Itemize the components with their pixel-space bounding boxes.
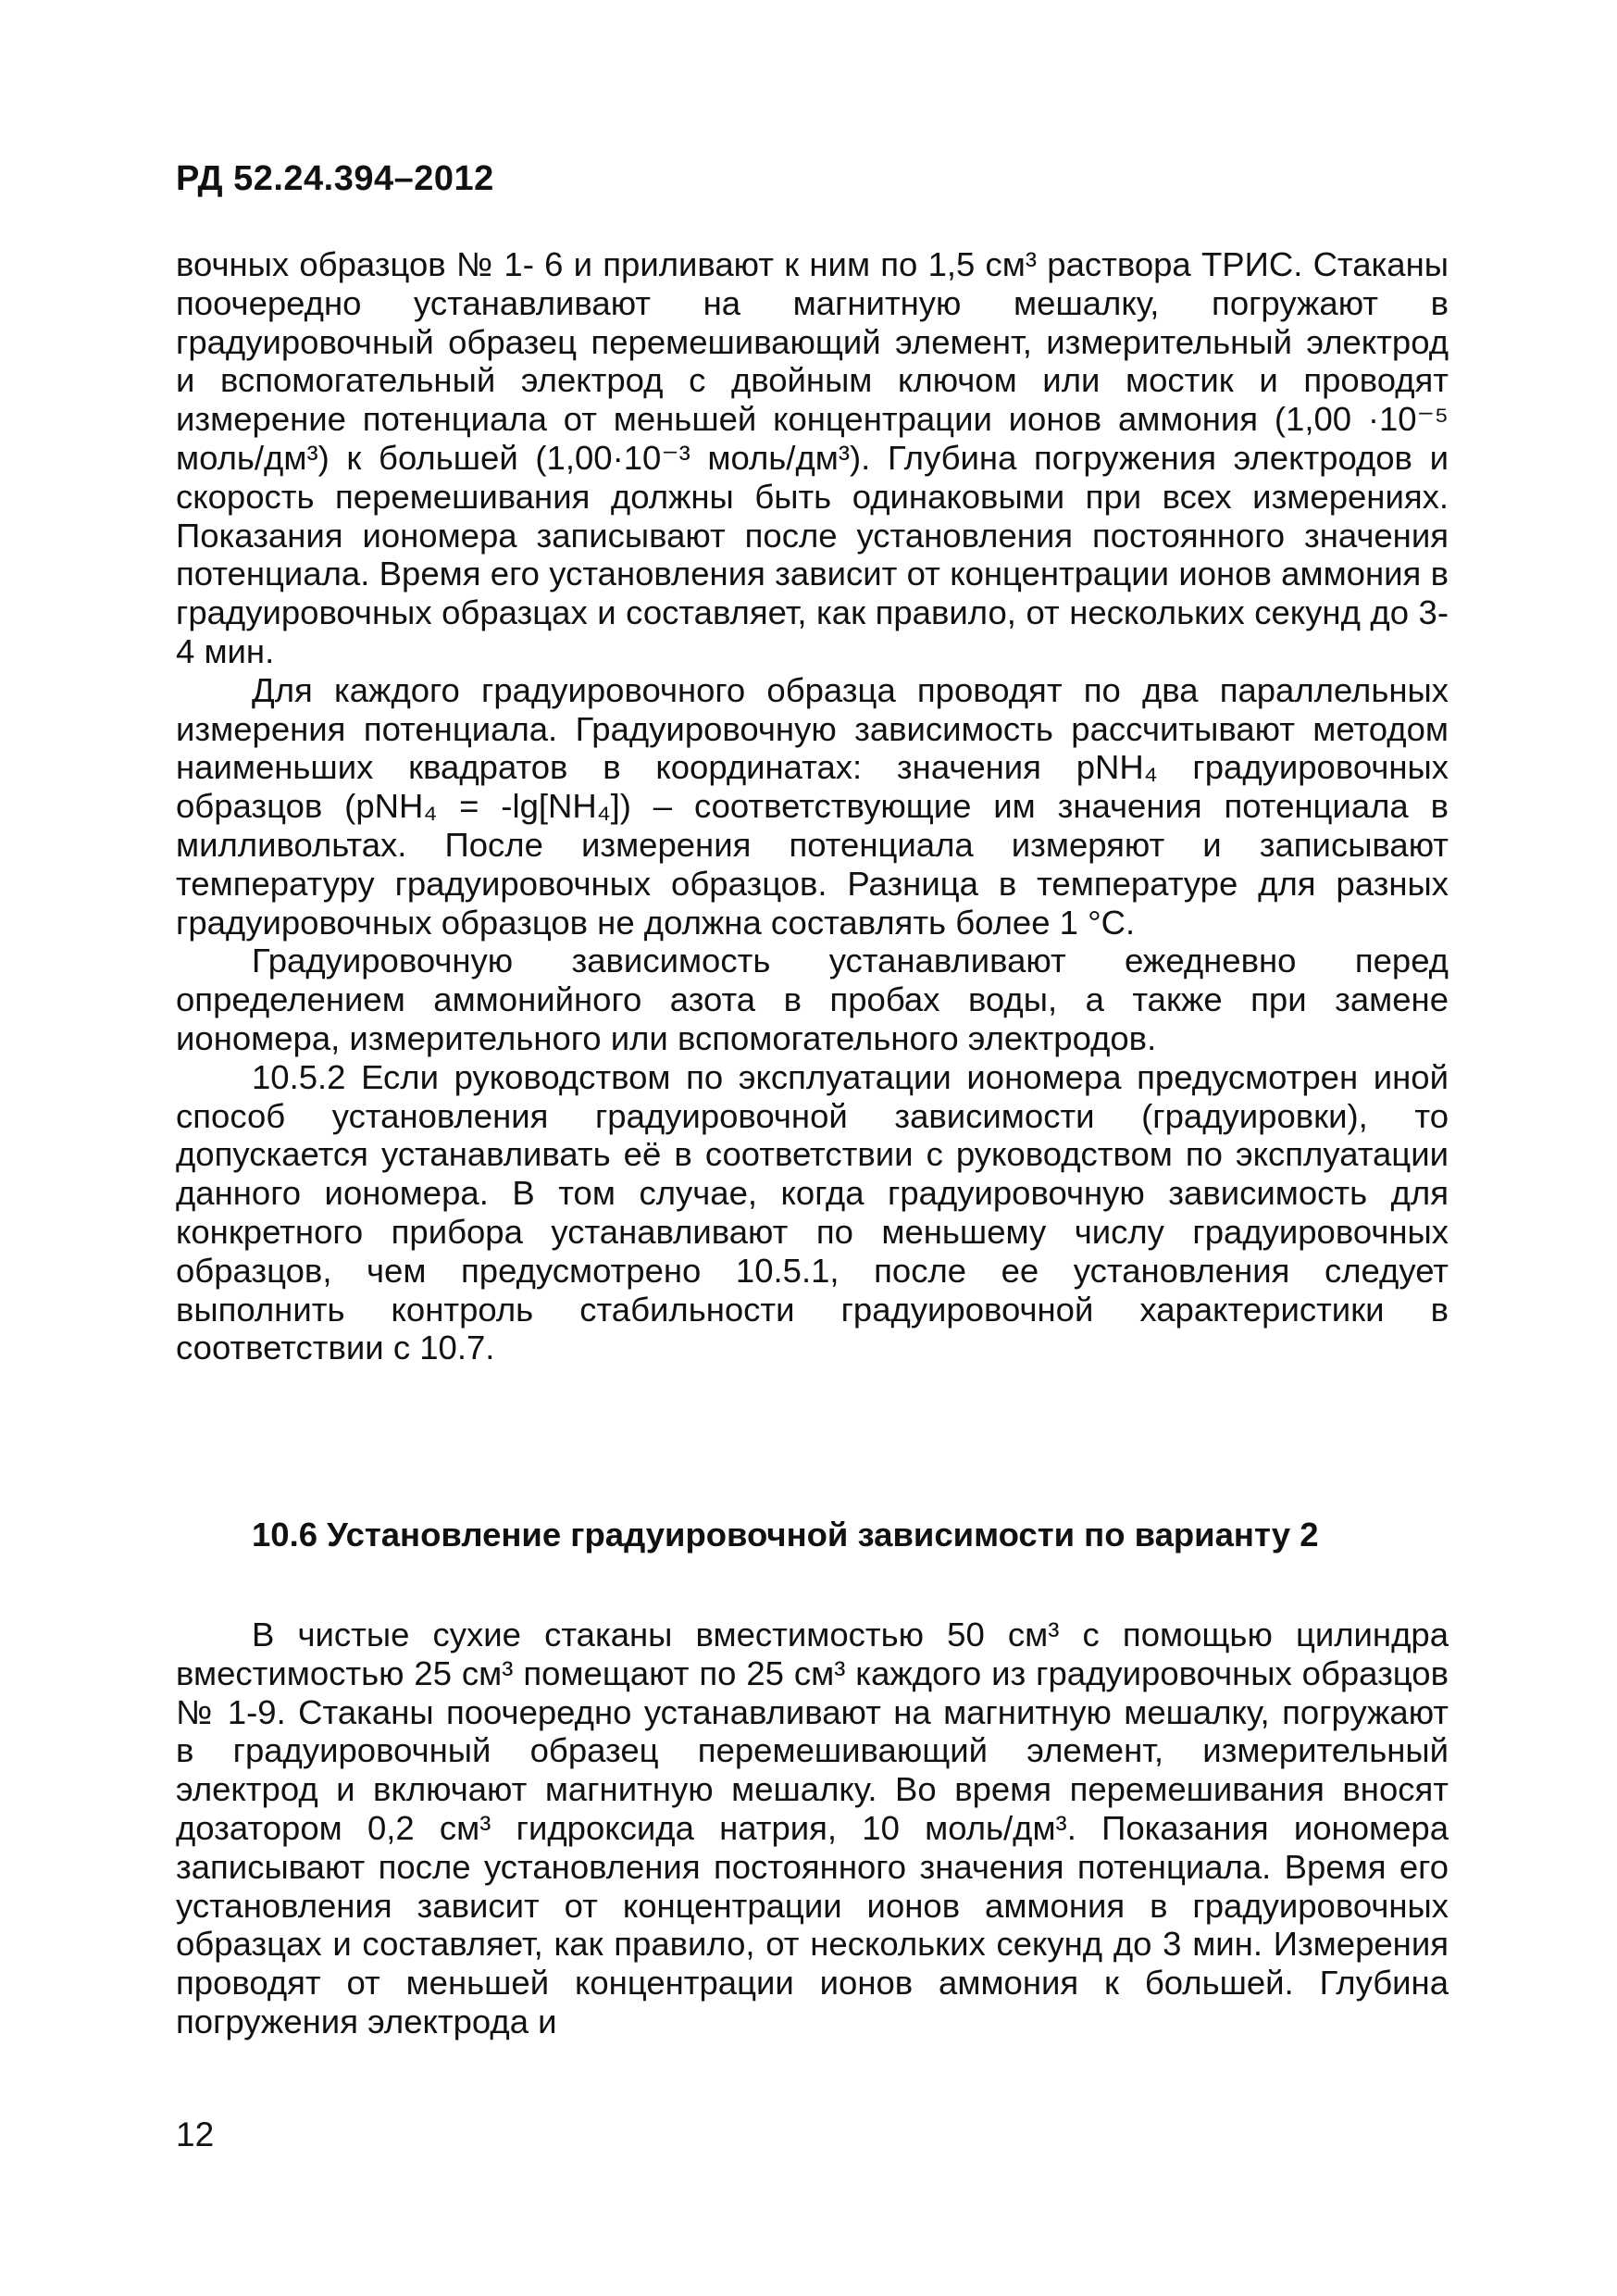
paragraph: вочных образцов № 1- 6 и приливают к ним по 1,5 см³ раствора ТРИС. Стаканы поочередно устанавливают на магнитную мешалку, погружают в градуировочный образец перемешивающий элемент, измерительный электрод и вспомогательный электрод с двойным ключом или мостик и проводят измерение потенциала от меньшей концентрации ионов аммония (1,00 ·10⁻⁵ моль/дм³) к большей (1,00·10⁻³ моль/дм³). Глубина погружения электродов и скорость перемешивания должны быть одинаковыми при всех измерениях. Показания иономера записывают после установления постоянного значения потенциала. Время его установления зависит от концентрации ионов аммония в градуировочных образцах и составляет, как правило, от нескольких секунд до 3-4 мин. — [176, 245, 1449, 670]
paragraph: Градуировочную зависимость устанавливают ежедневно перед определением аммонийного азота в пробах воды, а также при замене иономера, измерительного или вспомогательного электродов. — [176, 942, 1449, 1057]
paragraph: Для каждого градуировочного образца проводят по два параллельных измерения потенциала. Градуировочную зависимость рассчитывают методом наименьших квадратов в координатах: значения pNH₄ градуировочных образцов (pNH₄ = -lg[NH₄]) – соответствующие им значения потенциала в милливольтах. После измерения потенциала измеряют и записывают температуру градуировочных образцов. Разница в температуре для разных градуировочных образцов не должна составлять более 1 °С. — [176, 670, 1449, 942]
section-10-6-body — [176, 1616, 1449, 2041]
section-heading-10-6: 10.6 Установление градуировочной зависимости по варианту 2 — [252, 1516, 1319, 1554]
paragraph: В чистые сухие стаканы вместимостью 50 см³ с помощью цилиндра вместимостью 25 см³ помещают по 25 см³ каждого из градуировочных образцов № 1-9. Стаканы поочередно устанавливают на магнитную мешалку, погружают в градуировочный образец перемешивающий элемент, измерительный электрод и включают магнитную мешалку. Во время перемешивания вносят дозатором 0,2 см³ гидроксида натрия, 10 моль/дм³. Показания иономера записывают после установления постоянного значения потенциала. Время его установления зависит от концентрации ионов аммония в градуировочных образцах и составляет, как правило, от нескольких секунд до 3 мин. Измерения проводят от меньшей концентрации ионов аммония к большей. Глубина погружения электрода и — [176, 1616, 1449, 2040]
paragraph: 10.5.2 Если руководством по эксплуатации иономера предусмотрен иной способ установления градуировочной зависимости (градуировки), то допускается устанавливать её в соответствии с руководством по эксплуатации данного иономера. В том случае, когда градуировочную зависимость для конкретного прибора устанавливают по меньшему числу градуировочных образцов, чем предусмотрено 10.5.1, после ее установления следует выполнить контроль стабильности градуировочной характеристики в соответствии с 10.7. — [176, 1057, 1449, 1367]
page-number: 12 — [176, 2115, 215, 2153]
document-code: РД 52.24.394–2012 — [176, 159, 494, 198]
section-10-5-1-continuation — [176, 245, 1449, 1367]
